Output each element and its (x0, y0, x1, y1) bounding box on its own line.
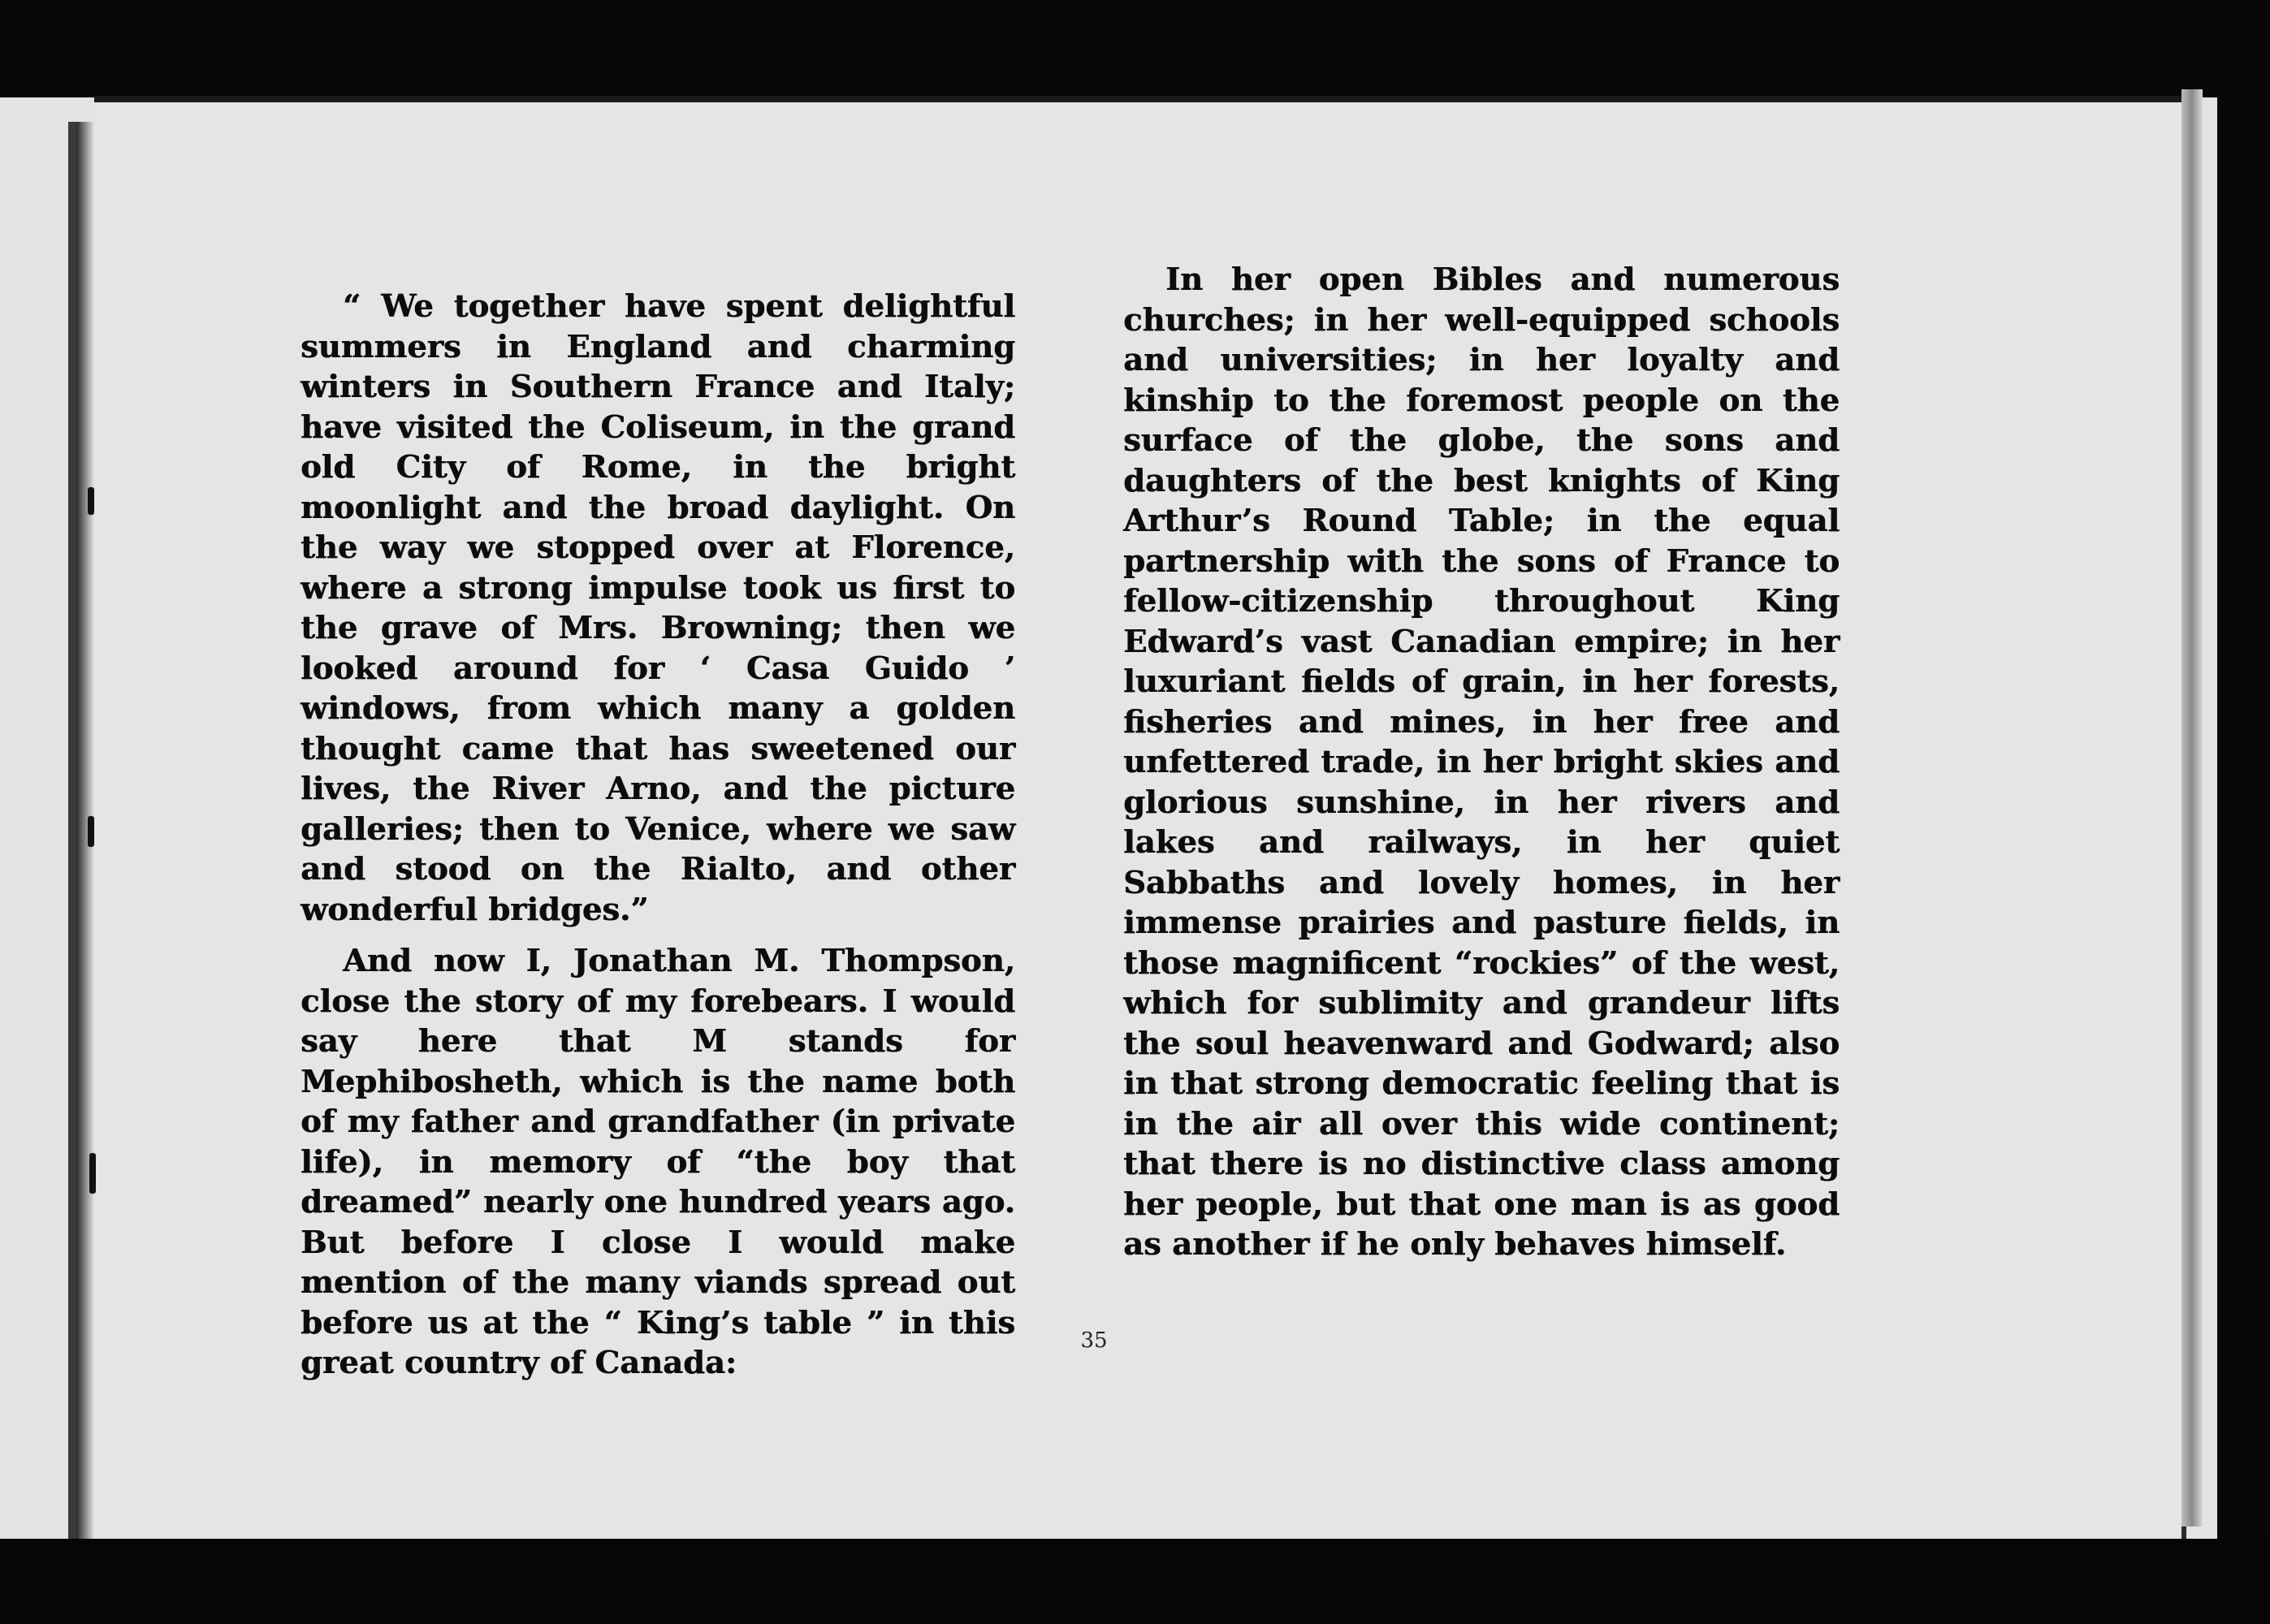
binding-mark (88, 816, 94, 847)
left-text-column (301, 287, 1015, 1384)
right-text-column (1123, 260, 1840, 1265)
page-edge-right (2181, 89, 2203, 1527)
left-paragraph-2: And now I, Jonathan M. Thompson, close the story of my forebears. I would say here that M stands for Mephibosheth, which is the name both of my father and grandfather (in private life), in memory of “the boy that dreamed” nearly one hundred years ago. But before I close I would make mention of the many viands spread out before us at the “ King’s table ” in this great country of Canada: (301, 943, 1015, 1381)
left-paragraph-1: “ We together have spent delightful summers in England and charming winters in Southern France and Italy; have visited the Coliseum, in the grand old City of Rome, in the bright moonlight and the broad daylight. On the way we stopped over at Florence, where a strong impulse took us first to the grave of Mrs. Browning; then we looked around for ‘ Casa Guido ’ windows, from which many a golden thought came that has sweetened our lives, the River Arno, and the picture galleries; then to Venice, where we saw and stood on the Rialto, and other wonderful bridges.” (301, 288, 1015, 928)
right-paragraph-1: In her open Bibles and numerous churches; in her well-equipped schools and universities; in her loyalty and kinship to the foremost people on the surface of the globe, the sons and daughters of the best knights of King Arthur’s Round Table; in the equal partnership with the sons of France to fellow-citizenship throughout King Edward’s vast Canadian empire; in her luxuriant fields of grain, in her forests, fisheries and mines, in her free and unfettered trade, in her bright skies and glorious sunshine, in her rivers and lakes and railways, in her quiet Sabbaths and lovely homes, in her immense prairies and pasture fields, in those magnificent “rockies” of the west, which for sublimity and grandeur lifts the soul heavenward and Godward; also in that strong democratic feeling that is in the air all over this wide continent; that there is no distinctive class among her people, but that one man is as good as another if he only behaves himself. (1123, 261, 1840, 1263)
scan-border-bottom (0, 1539, 2270, 1624)
binding-mark (88, 487, 94, 515)
previous-page-edge (0, 122, 76, 1563)
binding-mark (89, 1153, 96, 1194)
page-number: 35 (1080, 1328, 1108, 1353)
